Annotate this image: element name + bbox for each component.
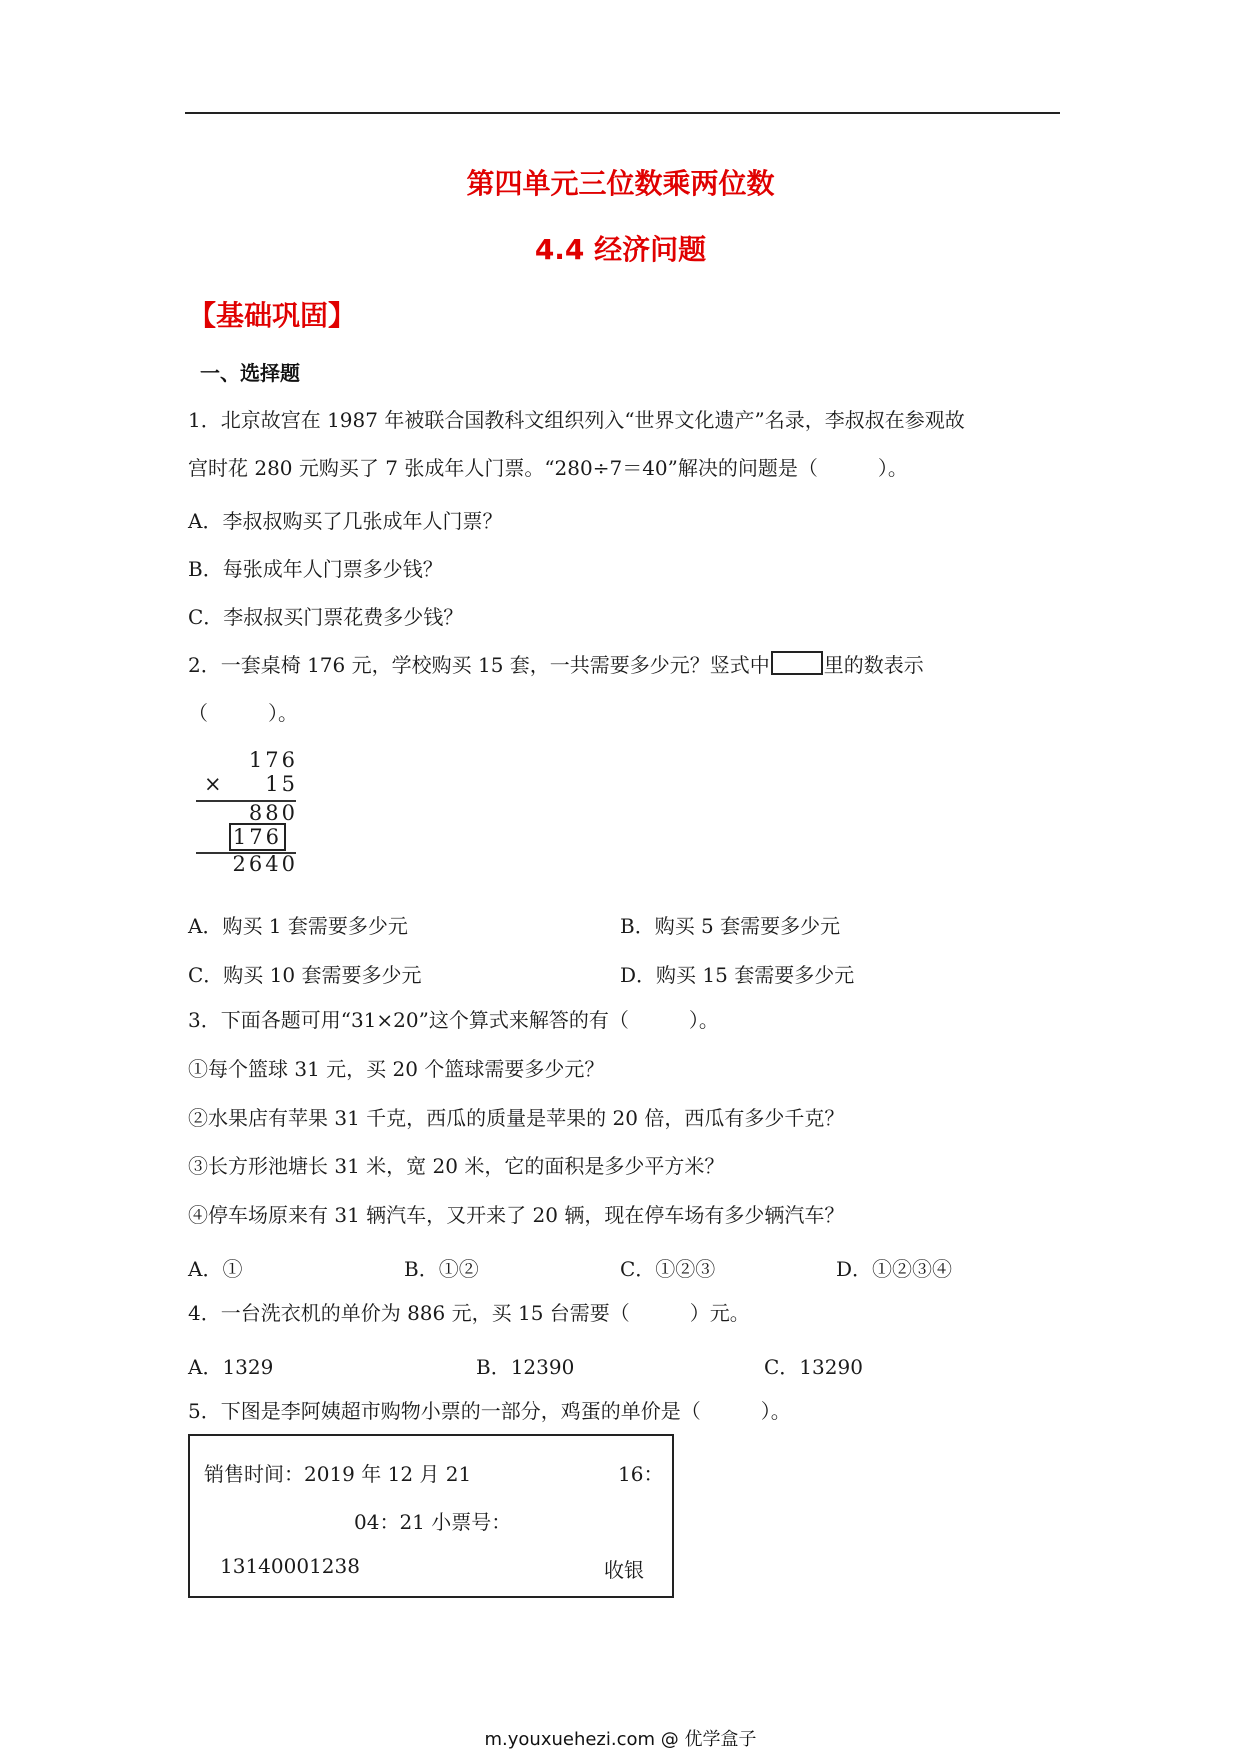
- q4-option-b: B．12390: [476, 1355, 575, 1379]
- q3-option-b: B．①②: [404, 1257, 479, 1281]
- q2-line1-end: 里的数表示: [823, 653, 924, 677]
- q3-option-c: C．①②③: [620, 1257, 716, 1281]
- q3-stem: 3．下面各题可用“31×20”这个算式来解答的有（ ）。: [188, 1008, 719, 1032]
- q1-line1: 1．北京故宫在 1987 年被联合国教科文组织列入“世界文化遗产”名录，李叔叔在参观故: [188, 408, 965, 432]
- answer-box-icon: [771, 651, 823, 675]
- receipt-time: 销售时间：2019 年 12 月 21: [204, 1462, 472, 1486]
- q2-line2: （ ）。: [188, 701, 298, 725]
- q2-option-a: A．购买 1 套需要多少元: [188, 914, 408, 938]
- part-heading: 一、选择题: [200, 361, 300, 385]
- q2-line1: [188, 650, 924, 680]
- q3-item-2: ②水果店有苹果 31 千克，西瓜的质量是苹果的 20 倍，西瓜有多少千克？: [188, 1106, 845, 1130]
- q3-option-d: D．①②③④: [836, 1257, 953, 1281]
- q2-option-d: D．购买 15 套需要多少元: [620, 963, 855, 987]
- receipt-ticket-no: 04：21 小票号：: [354, 1510, 512, 1534]
- receipt-box: [188, 1434, 674, 1598]
- q1-line2: 宫时花 280 元购买了 7 张成年人门票。“280÷7＝40”解决的问题是（ ）。: [188, 456, 908, 480]
- q5-stem: 5．下图是李阿姨超市购物小票的一部分，鸡蛋的单价是（ ）。: [188, 1399, 791, 1423]
- math-multiplier: 15: [265, 772, 298, 796]
- math-multiplicand: 176: [248, 748, 298, 772]
- receipt-cashier: 收银: [604, 1558, 644, 1582]
- receipt-number: 13140001238: [220, 1554, 360, 1578]
- q2-line1-start: 2．一套桌椅 176 元，学校购买 15 套，一共需要多少元？竖式中: [188, 653, 770, 677]
- q1-option-a: A．李叔叔购买了几张成年人门票？: [188, 509, 503, 533]
- receipt-time-hour: 16：: [618, 1462, 664, 1486]
- q3-option-a: A．①: [188, 1257, 243, 1281]
- math-times-sign: ×: [204, 772, 222, 796]
- math-partial-1: 880: [248, 801, 298, 825]
- q3-item-3: ③长方形池塘长 31 米，宽 20 米，它的面积是多少平方米？: [188, 1154, 725, 1178]
- header-rule: [185, 112, 1060, 114]
- q2-option-b: B．购买 5 套需要多少元: [620, 914, 841, 938]
- lesson-title: 4.4 经济问题: [534, 233, 707, 266]
- q4-option-c: C．13290: [764, 1355, 863, 1379]
- q3-item-1: ①每个篮球 31 元，买 20 个篮球需要多少元？: [188, 1057, 605, 1081]
- math-partial-2: [229, 825, 286, 849]
- footer-watermark: m.youxuehezi.com @ 优学盒子: [484, 1729, 757, 1750]
- vertical-multiplication: [192, 748, 302, 878]
- section-label: 【基础巩固】: [188, 299, 357, 332]
- q2-option-c: C．购买 10 套需要多少元: [188, 963, 422, 987]
- q3-item-4: ④停车场原来有 31 辆汽车，又开来了 20 辆，现在停车场有多少辆汽车？: [188, 1203, 845, 1227]
- q4-option-a: A．1329: [188, 1355, 274, 1379]
- q4-stem: 4．一台洗衣机的单价为 886 元，买 15 台需要（ ）元。: [188, 1301, 750, 1325]
- q1-option-b: B．每张成年人门票多少钱？: [188, 557, 443, 581]
- math-highlight-box: 176: [229, 823, 286, 851]
- math-product: 2640: [232, 852, 298, 876]
- q1-option-c: C．李叔叔买门票花费多少钱？: [188, 605, 464, 629]
- unit-title: 第四单元三位数乘两位数: [466, 167, 775, 200]
